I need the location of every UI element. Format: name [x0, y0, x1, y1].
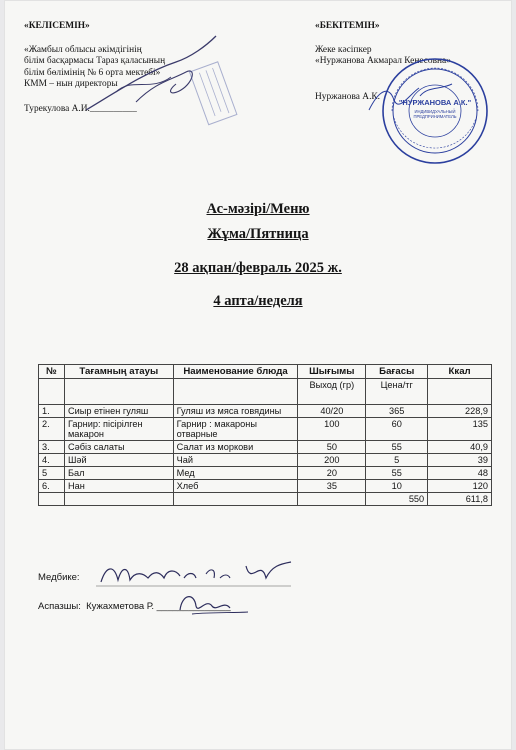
- day-title: Жұма/Пятница: [207, 226, 309, 242]
- stamp-sub-2: ПРЕДПРИНИМАТЕЛЬ: [413, 114, 457, 119]
- table-row: [39, 467, 492, 480]
- cell-output: 20: [298, 467, 366, 480]
- cook-signature: [172, 588, 252, 618]
- cell-name-kz: Бал: [64, 467, 173, 480]
- table-subheader-row: [39, 379, 492, 405]
- cell-output: 50: [298, 441, 366, 454]
- cell-kcal: 48: [428, 467, 492, 480]
- cell-price: 55: [366, 467, 428, 480]
- entrepreneur-line-1: Жеке кәсіпкер: [315, 44, 372, 55]
- cell-num: 5: [39, 467, 65, 480]
- table-row: [39, 418, 492, 441]
- week-title: 4 апта/неделя: [213, 293, 303, 309]
- cell-name-kz: Сәбіз салаты: [64, 441, 173, 454]
- menu-title: Ас-мәзірі/Меню: [206, 201, 310, 217]
- table-row: [39, 441, 492, 454]
- cell-name-ru: Хлеб: [173, 480, 298, 493]
- cell-num: 6.: [39, 480, 65, 493]
- entrepreneur-line-2: «Нуржанова Акмарал Кенесовна»: [315, 56, 451, 66]
- cell-name-ru: Чай: [173, 454, 298, 467]
- cell-kcal: 135: [428, 418, 492, 441]
- cook-line: Аспазшы: Кужахметова Р. ______________: [38, 601, 231, 612]
- right-signer-name: Нуржанова А.К.: [315, 91, 381, 102]
- table-row: [39, 480, 492, 493]
- cell-num: 2.: [39, 418, 65, 441]
- date-title: 28 ақпан/февраль 2025 ж.: [174, 260, 342, 276]
- document-page: [4, 0, 512, 750]
- menu-table: [38, 364, 492, 506]
- org-line-1: «Жамбыл облысы әкімдігінің: [24, 44, 142, 55]
- cell-num: 3.: [39, 441, 65, 454]
- total-kcal: 611,8: [428, 493, 492, 506]
- col-header-kcal: Ккал: [428, 365, 492, 379]
- cell-output: 35: [298, 480, 366, 493]
- subheader-output: Выход (гр): [298, 379, 366, 405]
- cell-name-kz: Шәй: [64, 454, 173, 467]
- col-header-name-kz: Тағамның атауы: [64, 365, 173, 379]
- cell-price: 365: [366, 405, 428, 418]
- cook-label: Аспазшы:: [38, 601, 81, 612]
- col-header-name-ru: Наименование блюда: [173, 365, 298, 379]
- table-total-row: [39, 493, 492, 506]
- cell-kcal: 228,9: [428, 405, 492, 418]
- org-line-4: КММ – нын директоры: [24, 79, 118, 89]
- cell-name-ru: Мед: [173, 467, 298, 480]
- cell-name-ru: Гарнир : макароны отварные: [173, 418, 298, 441]
- cell-price: 5: [366, 454, 428, 467]
- left-signer-name: Турекулова А.И.__________: [24, 103, 137, 114]
- cell-name-kz: Нан: [64, 480, 173, 493]
- table-row: [39, 454, 492, 467]
- cell-name-ru: Гуляш из мяса говядины: [173, 405, 298, 418]
- cell-num: 4.: [39, 454, 65, 467]
- approved-title: «БЕКІТЕМІН»: [315, 21, 380, 31]
- cell-name-kz: Гарнир: пісірілген макарон: [64, 418, 173, 441]
- col-header-num: №: [39, 365, 65, 379]
- school-stamp: [176, 58, 246, 128]
- entrepreneur-signature: [364, 80, 424, 120]
- table-header-row: [39, 365, 492, 379]
- total-price: 550: [366, 493, 428, 506]
- stamp-sub-1: ИНДИВИДУАЛЬНЫЙ: [414, 109, 456, 114]
- org-line-2: білім басқармасы Тараз қаласының: [24, 56, 166, 66]
- cell-output: 40/20: [298, 405, 366, 418]
- cook-name: Кужахметова Р.: [86, 601, 154, 612]
- cell-price: 60: [366, 418, 428, 441]
- agreed-title: «КЕЛІСЕМІН»: [24, 21, 90, 31]
- stamp-center-text: "НУРЖАНОВА А.К.": [398, 98, 472, 107]
- col-header-price: Бағасы: [366, 365, 428, 379]
- cell-kcal: 39: [428, 454, 492, 467]
- cell-kcal: 120: [428, 480, 492, 493]
- table-row: [39, 405, 492, 418]
- cell-name-kz: Сиыр етінен гуляш: [64, 405, 173, 418]
- org-line-3: білім бөлімінің № 6 орта мектебі»: [24, 67, 161, 78]
- cell-num: 1.: [39, 405, 65, 418]
- cell-output: 200: [298, 454, 366, 467]
- cell-price: 10: [366, 480, 428, 493]
- col-header-output: Шығымы: [298, 365, 366, 379]
- cell-price: 55: [366, 441, 428, 454]
- cell-kcal: 40,9: [428, 441, 492, 454]
- cell-output: 100: [298, 418, 366, 441]
- cell-name-ru: Салат из моркови: [173, 441, 298, 454]
- subheader-price: Цена/тг: [366, 379, 428, 405]
- nurse-label: Медбике:: [38, 572, 80, 583]
